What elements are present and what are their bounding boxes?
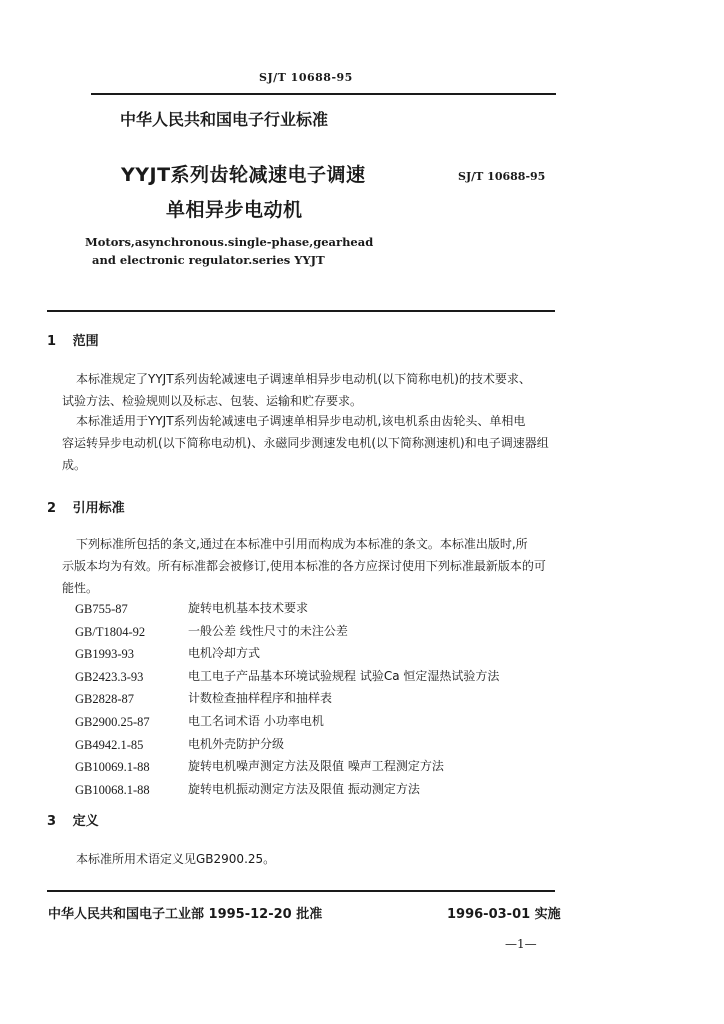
reference-title: 电工名词术语 小功率电机 — [188, 713, 324, 728]
paragraph-line: 本标准适用于YYJT系列齿轮减速电子调速单相异步电动机,该电机系由齿轮头、单相电 — [76, 414, 526, 428]
reference-title: 旋转电机基本技术要求 — [188, 601, 309, 615]
paragraph-line: 下列标准所包括的条文,通过在本标准中引用而构成为本标准的条文。本标准出版时,所 — [76, 537, 528, 551]
paragraph-line: 成。 — [62, 458, 87, 472]
section-1-paragraph-1 — [62, 368, 531, 412]
document-title-line1: YYJT系列齿轮减速电子调速 — [121, 164, 366, 186]
paragraph-line: 示版本均为有效。所有标准都会被修订,使用本标准的各方应探讨使用下列标准最新版本的可 — [62, 559, 546, 573]
paragraph-line: 本标准所用术语定义见GB2900.25。 — [76, 852, 276, 866]
reference-code: GB2828-87 — [75, 692, 135, 707]
reference-title: 旋转电机振动测定方法及限值 振动测定方法 — [188, 781, 420, 796]
side-doc-code: SJ/T 10688-95 — [458, 170, 546, 183]
reference-row — [75, 779, 420, 802]
reference-row — [75, 756, 444, 779]
reference-row — [75, 711, 324, 734]
reference-row — [75, 621, 348, 644]
reference-row — [75, 734, 285, 757]
doc-code-header: SJ/T 10688-95 — [259, 71, 353, 84]
reference-row — [75, 688, 333, 711]
section-3-heading — [47, 810, 99, 829]
reference-title: 计数检查抽样程序和抽样表 — [188, 691, 333, 706]
reference-code: GB10068.1-88 — [75, 782, 150, 797]
reference-row — [75, 643, 261, 666]
standard-category: 中华人民共和国电子行业标准 — [120, 110, 329, 129]
paragraph-line: 能性。 — [62, 581, 99, 595]
english-title-line2: and electronic regulator.series YYJT — [92, 253, 325, 267]
reference-title: 一般公差 线性尺寸的未注公差 — [188, 623, 348, 638]
approval-statement: 中华人民共和国电子工业部 1995-12-20 批准 — [48, 907, 323, 922]
reference-code: GB2900.25-87 — [75, 714, 150, 729]
section-title: 定义 — [72, 814, 99, 829]
paragraph-line: 容运转异步电动机(以下简称电动机)、永磁同步测速发电机(以下简称测速机)和电子调速器组 — [62, 436, 549, 450]
section-1-paragraph-2 — [62, 410, 549, 476]
paragraph-line: 本标准规定了YYJT系列齿轮减速电子调速单相异步电动机(以下简称电机)的技术要求、 — [76, 372, 531, 386]
implementation-date: 1996-03-01 实施 — [447, 907, 561, 922]
section-2-heading — [47, 497, 125, 516]
section-number: 2 — [47, 501, 57, 516]
header-rule — [91, 93, 556, 95]
document-title-line2: 单相异步电动机 — [166, 199, 303, 221]
reference-code: GB4942.1-85 — [75, 737, 144, 752]
reference-title: 电工电子产品基本环境试验规程 试验Ca 恒定湿热试验方法 — [188, 668, 500, 683]
reference-list — [75, 598, 500, 801]
reference-code: GB2423.3-93 — [75, 669, 144, 684]
page-number: —1— — [505, 937, 537, 951]
reference-title: 电机冷却方式 — [188, 646, 261, 661]
section-2-paragraph-1 — [62, 533, 546, 599]
title-rule — [47, 310, 555, 312]
reference-code: GB755-87 — [75, 602, 128, 616]
paragraph-line: 试验方法、检验规则以及标志、包装、运输和贮存要求。 — [62, 394, 363, 408]
section-3-paragraph-1 — [76, 848, 275, 870]
reference-title: 电机外壳防护分级 — [188, 736, 285, 751]
section-number: 3 — [47, 814, 57, 829]
section-title: 引用标准 — [72, 501, 125, 516]
section-title: 范围 — [72, 334, 99, 349]
reference-code: GB/T1804-92 — [75, 624, 146, 639]
english-title-line1: Motors,asynchronous.single-phase,gearhead — [85, 235, 374, 249]
reference-row — [75, 598, 309, 621]
reference-code: GB10069.1-88 — [75, 760, 150, 775]
footer-rule — [47, 890, 555, 892]
section-1-heading — [47, 330, 99, 349]
reference-code: GB1993-93 — [75, 647, 135, 662]
reference-title: 旋转电机噪声测定方法及限值 噪声工程测定方法 — [188, 759, 444, 774]
reference-row — [75, 666, 500, 689]
section-number: 1 — [47, 334, 57, 349]
